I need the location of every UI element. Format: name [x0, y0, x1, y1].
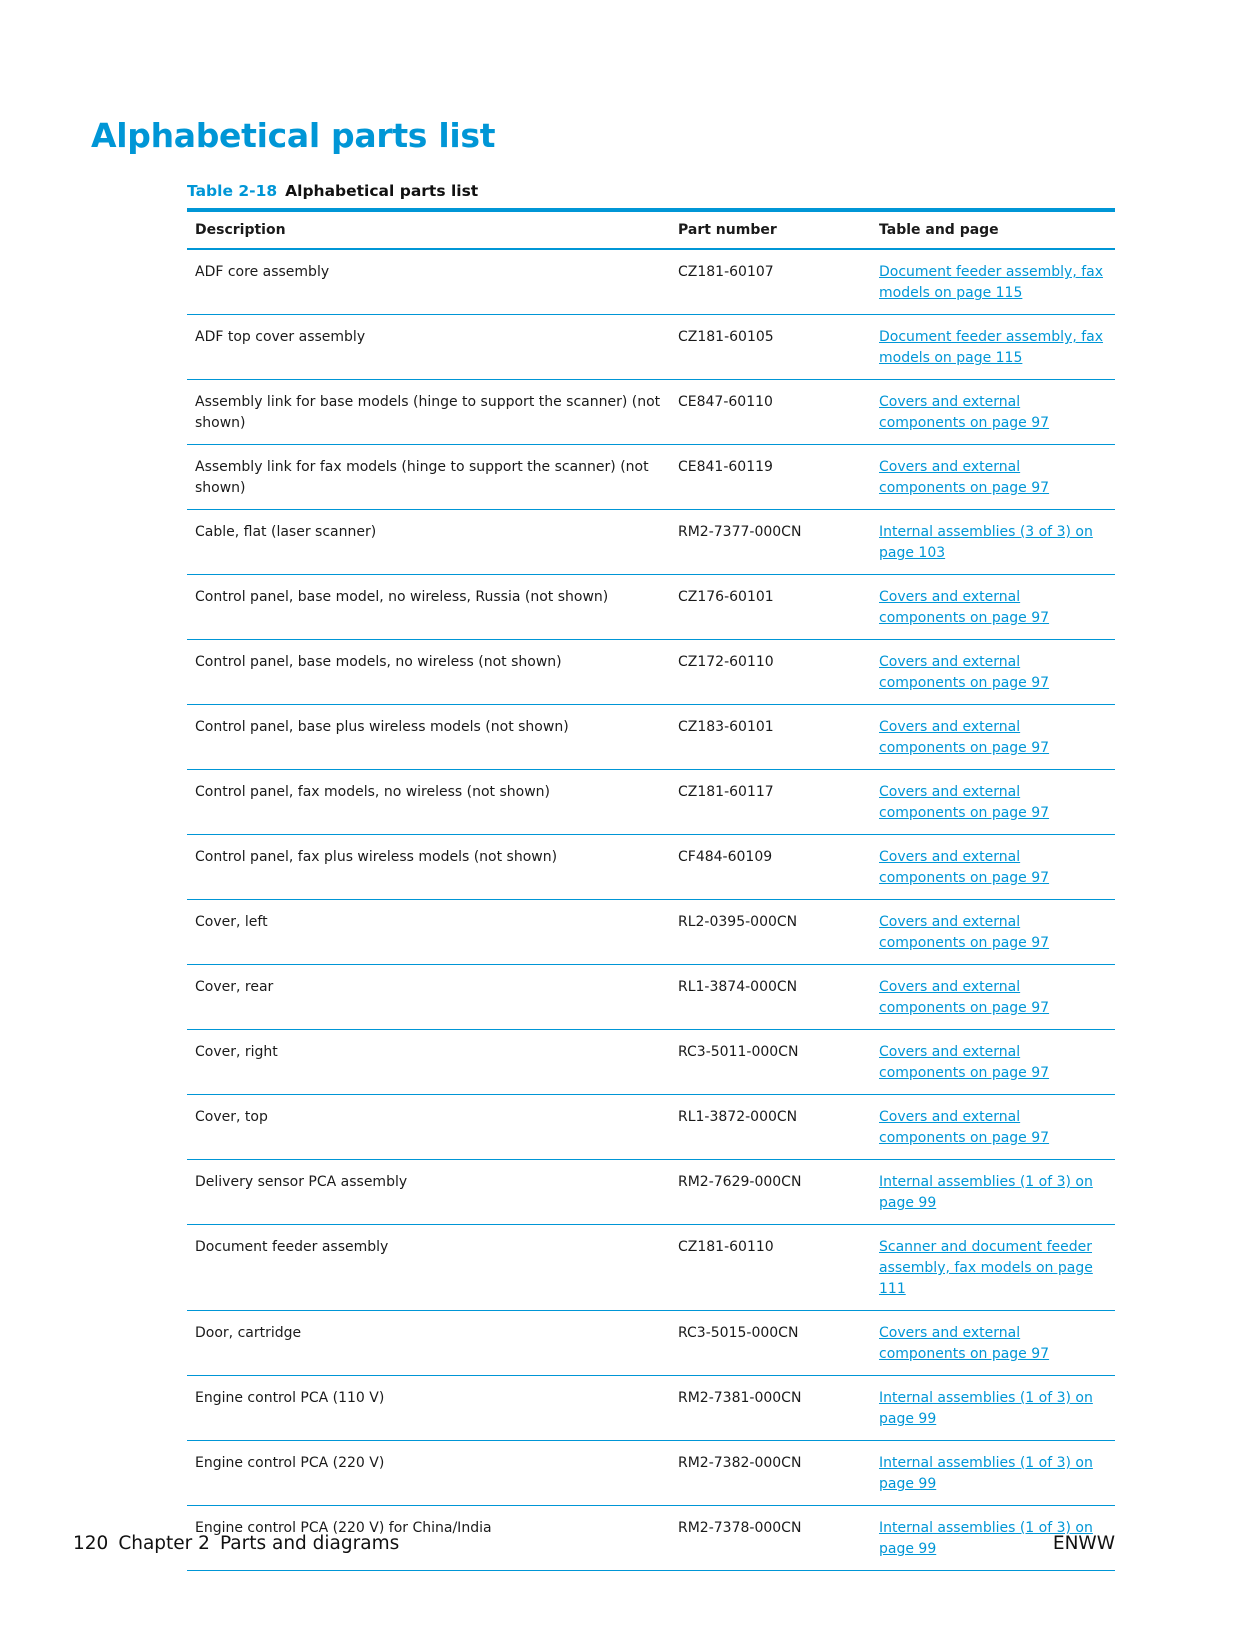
cell-table-and-page	[871, 1311, 1115, 1376]
cell-description: Engine control PCA (110 V)	[187, 1376, 670, 1441]
reference-link[interactable]: Covers and external components on page 97	[879, 1325, 1050, 1362]
cell-part-number: CZ181-60110	[670, 1225, 871, 1311]
reference-link[interactable]: Covers and external components on page 97	[879, 394, 1050, 431]
reference-link[interactable]: Covers and external components on page 97	[879, 979, 1050, 1016]
cell-description: Engine control PCA (220 V) for China/India	[187, 1506, 670, 1571]
cell-description: Control panel, fax plus wireless models (not shown)	[187, 835, 670, 900]
table-caption-text: Alphabetical parts list	[285, 182, 479, 200]
cell-table-and-page	[871, 1225, 1115, 1311]
cell-part-number: RM2-7381-000CN	[670, 1376, 871, 1441]
cell-table-and-page	[871, 1160, 1115, 1225]
footer-left	[73, 1533, 409, 1554]
reference-link[interactable]: Covers and external components on page 97	[879, 914, 1050, 951]
table-row	[187, 315, 1115, 380]
cell-part-number: CE847-60110	[670, 380, 871, 445]
footer-right: ENWW	[1052, 1533, 1115, 1554]
reference-link[interactable]: Internal assemblies (1 of 3) on page 99	[879, 1390, 1093, 1427]
table-row	[187, 640, 1115, 705]
reference-link[interactable]: Internal assemblies (1 of 3) on page 99	[879, 1174, 1093, 1211]
cell-part-number: CE841-60119	[670, 445, 871, 510]
column-header-part-number: Part number	[670, 210, 871, 249]
table-row	[187, 510, 1115, 575]
cell-description: Cover, right	[187, 1030, 670, 1095]
cell-description: Delivery sensor PCA assembly	[187, 1160, 670, 1225]
cell-part-number: CZ183-60101	[670, 705, 871, 770]
cell-part-number: RM2-7378-000CN	[670, 1506, 871, 1571]
reference-link[interactable]: Internal assemblies (1 of 3) on page 99	[879, 1455, 1093, 1492]
table-row	[187, 380, 1115, 445]
cell-part-number: CZ172-60110	[670, 640, 871, 705]
column-header-description: Description	[187, 210, 670, 249]
table-row	[187, 1376, 1115, 1441]
table-row	[187, 249, 1115, 315]
table-row	[187, 575, 1115, 640]
cell-description: Assembly link for base models (hinge to support the scanner) (not shown)	[187, 380, 670, 445]
cell-table-and-page	[871, 705, 1115, 770]
cell-description: Control panel, base plus wireless models (not shown)	[187, 705, 670, 770]
cell-description: Cover, rear	[187, 965, 670, 1030]
cell-table-and-page	[871, 965, 1115, 1030]
cell-table-and-page	[871, 900, 1115, 965]
parts-table	[187, 208, 1115, 1571]
footer-chapter-title: Parts and diagrams	[219, 1533, 400, 1554]
cell-description: Control panel, base models, no wireless (not shown)	[187, 640, 670, 705]
table-row	[187, 1225, 1115, 1311]
cell-table-and-page	[871, 380, 1115, 445]
footer-chapter: Chapter 2	[118, 1533, 210, 1554]
reference-link[interactable]: Covers and external components on page 97	[879, 589, 1050, 626]
cell-part-number: RL1-3874-000CN	[670, 965, 871, 1030]
cell-part-number: RM2-7377-000CN	[670, 510, 871, 575]
reference-link[interactable]: Covers and external components on page 97	[879, 784, 1050, 821]
reference-link[interactable]: Document feeder assembly, fax models on page 115	[879, 264, 1104, 301]
cell-part-number: RL1-3872-000CN	[670, 1095, 871, 1160]
reference-link[interactable]: Covers and external components on page 97	[879, 849, 1050, 886]
cell-table-and-page	[871, 510, 1115, 575]
cell-description: ADF top cover assembly	[187, 315, 670, 380]
cell-part-number: CZ181-60105	[670, 315, 871, 380]
reference-link[interactable]: Document feeder assembly, fax models on page 115	[879, 329, 1104, 366]
reference-link[interactable]: Covers and external components on page 97	[879, 459, 1050, 496]
reference-link[interactable]: Covers and external components on page 97	[879, 1109, 1050, 1146]
cell-table-and-page	[871, 1376, 1115, 1441]
cell-description: Control panel, fax models, no wireless (not shown)	[187, 770, 670, 835]
cell-description: Document feeder assembly	[187, 1225, 670, 1311]
cell-part-number: RL2-0395-000CN	[670, 900, 871, 965]
table-caption	[187, 182, 478, 200]
cell-description: ADF core assembly	[187, 249, 670, 315]
reference-link[interactable]: Internal assemblies (3 of 3) on page 103	[879, 524, 1093, 561]
cell-description: Control panel, base model, no wireless, Russia (not shown)	[187, 575, 670, 640]
table-row	[187, 1030, 1115, 1095]
column-header-table-and-page: Table and page	[871, 210, 1115, 249]
table-body	[187, 249, 1115, 1571]
cell-table-and-page	[871, 1441, 1115, 1506]
footer-page-number: 120	[73, 1533, 109, 1554]
cell-description: Engine control PCA (220 V)	[187, 1441, 670, 1506]
table-row	[187, 835, 1115, 900]
table-row	[187, 1160, 1115, 1225]
table-row	[187, 1311, 1115, 1376]
cell-description: Cover, top	[187, 1095, 670, 1160]
table-row	[187, 965, 1115, 1030]
table-row	[187, 445, 1115, 510]
table-row	[187, 900, 1115, 965]
cell-description: Cable, flat (laser scanner)	[187, 510, 670, 575]
page-title: Alphabetical parts list	[91, 116, 496, 155]
cell-table-and-page	[871, 640, 1115, 705]
cell-table-and-page	[871, 575, 1115, 640]
table-row	[187, 705, 1115, 770]
cell-table-and-page	[871, 1095, 1115, 1160]
cell-description: Cover, left	[187, 900, 670, 965]
reference-link[interactable]: Covers and external components on page 97	[879, 719, 1050, 756]
cell-table-and-page	[871, 1030, 1115, 1095]
cell-description: Assembly link for fax models (hinge to support the scanner) (not shown)	[187, 445, 670, 510]
reference-link[interactable]: Covers and external components on page 97	[879, 1044, 1050, 1081]
table-header-row	[187, 210, 1115, 249]
table-row	[187, 770, 1115, 835]
reference-link[interactable]: Scanner and document feeder assembly, fax models on page 111	[879, 1239, 1093, 1297]
cell-part-number: CZ181-60107	[670, 249, 871, 315]
cell-table-and-page	[871, 835, 1115, 900]
cell-description: Door, cartridge	[187, 1311, 670, 1376]
cell-part-number: CF484-60109	[670, 835, 871, 900]
reference-link[interactable]: Internal assemblies (1 of 3) on page 99	[879, 1520, 1093, 1557]
table-row	[187, 1441, 1115, 1506]
table-caption-number: Table 2-18	[187, 182, 278, 200]
cell-part-number: RM2-7629-000CN	[670, 1160, 871, 1225]
cell-table-and-page	[871, 315, 1115, 380]
cell-table-and-page	[871, 770, 1115, 835]
cell-part-number: RC3-5015-000CN	[670, 1311, 871, 1376]
cell-table-and-page	[871, 249, 1115, 315]
cell-part-number: RM2-7382-000CN	[670, 1441, 871, 1506]
cell-part-number: RC3-5011-000CN	[670, 1030, 871, 1095]
cell-part-number: CZ176-60101	[670, 575, 871, 640]
table-row	[187, 1095, 1115, 1160]
reference-link[interactable]: Covers and external components on page 97	[879, 654, 1050, 691]
cell-table-and-page	[871, 445, 1115, 510]
cell-part-number: CZ181-60117	[670, 770, 871, 835]
